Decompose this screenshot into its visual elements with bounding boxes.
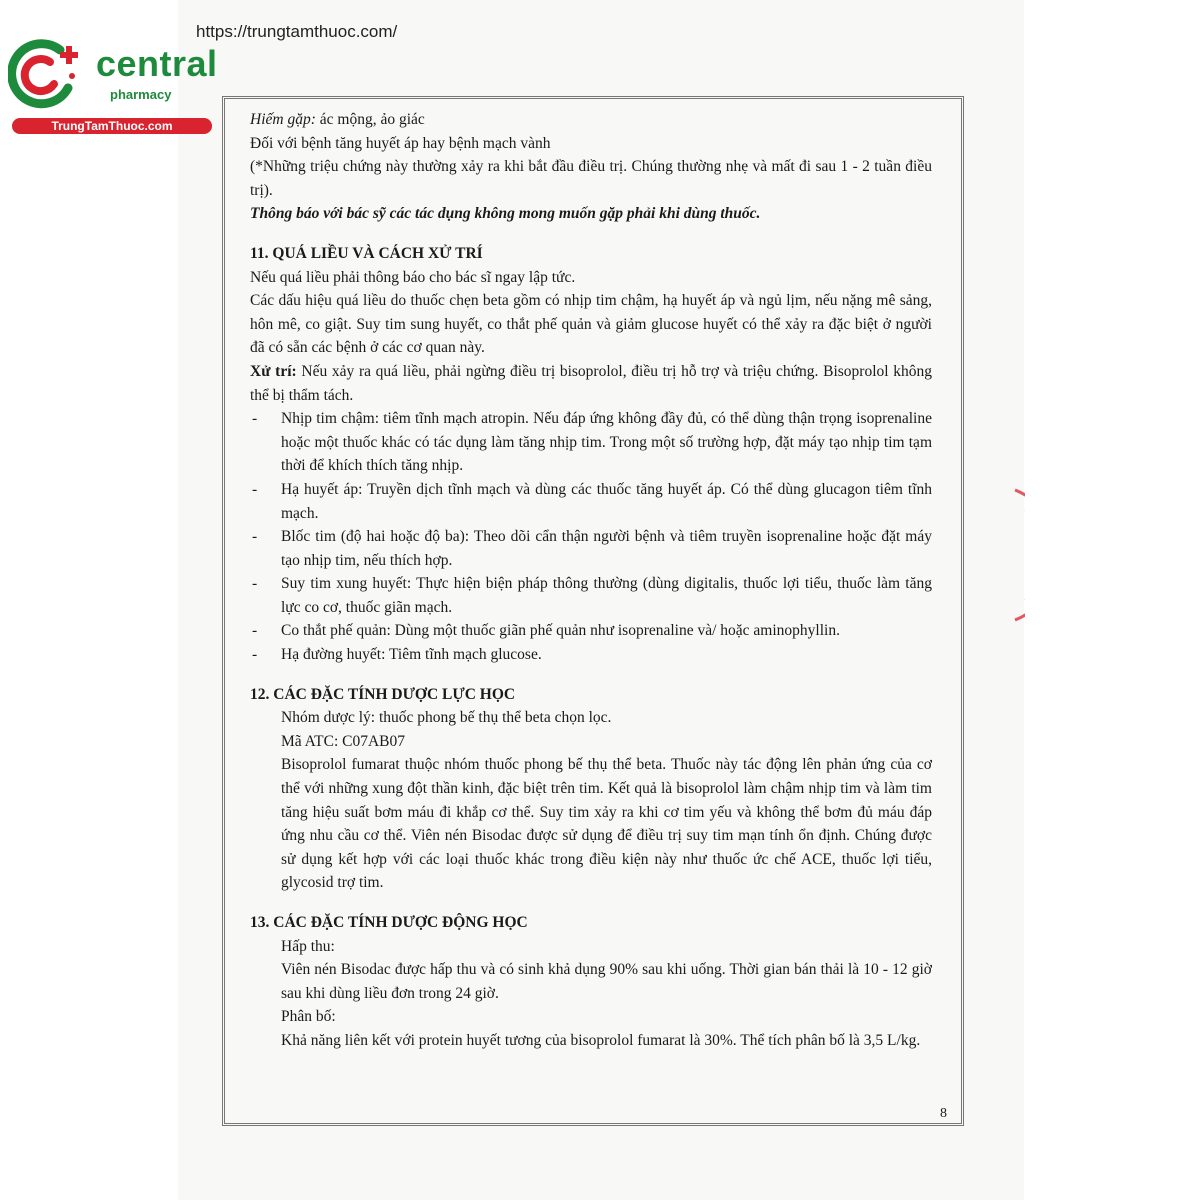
symptoms-note: (*Những triệu chứng này thường xảy ra khi bắt đầu điều trị. Chúng thường nhẹ và mất đi sau 1 - 2 tuần điều trị). [250, 158, 932, 199]
overdose-notify: Nếu quá liều phải thông báo cho bác sĩ ngay lập tức. [250, 268, 576, 286]
pharmacologic-group: Nhóm dược lý: thuốc phong bế thụ thể beta chọn lọc. [281, 709, 612, 727]
treatment-paragraph [250, 360, 932, 407]
source-url[interactable]: https://trungtamthuoc.com/ [196, 22, 398, 41]
section-13-title: 13. CÁC ĐẶC TÍNH DƯỢC ĐỘNG HỌC [250, 914, 528, 931]
doctor-notice: Thông báo với bác sỹ các tác dụng không mong muốn gặp phải khi dùng thuốc. [250, 205, 761, 223]
absorption-text: Viên nén Bisodac được hấp thu và có sinh khả dụng 90% sau khi uống. Thời gian bán thải là 10 - 12 giờ sau khi dùng liều đơn trong 24 giờ. [281, 961, 932, 1002]
overdose-signs: Các dấu hiệu quá liều do thuốc chẹn beta gồm có nhịp tim chậm, hạ huyết áp và ngủ lịm, nếu nặng mê sảng, hôn mê, co giật. Suy tim sung huyết, co thắt phế quản và giảm glucose huyết có thể xảy ra đặc biệt ở người đã có sẵn các bệnh ở các cơ quan này. [250, 292, 932, 357]
treatment-label: Xử trí: [250, 362, 297, 380]
document-body [250, 108, 932, 1053]
list-item: - Blốc tim (độ hai hoặc độ ba): Theo dõi cẩn thận người bệnh và tiêm truyền isoprenaline hoặc đặt máy tạo nhịp tim, nếu thích hợp. [250, 525, 932, 572]
logo-wordmark: central [96, 43, 218, 84]
distribution-heading: Phân bố: [281, 1008, 336, 1026]
list-item: - Hạ đường huyết: Tiêm tĩnh mạch glucose. [250, 643, 932, 667]
list-item: - Hạ huyết áp: Truyền dịch tĩnh mạch và dùng các thuốc tăng huyết áp. Có thể dùng glucagon tiêm tĩnh mạch. [250, 478, 932, 525]
logo-subtitle: pharmacy [110, 87, 172, 102]
section-11-title: 11. QUÁ LIỀU VÀ CÁCH XỬ TRÍ [250, 244, 483, 262]
distribution-text: Khả năng liên kết với protein huyết tương của bisoprolol fumarat là 30%. Thể tích phân bố là 3,5 L/kg. [281, 1031, 921, 1049]
list-item: - Co thắt phế quản: Dùng một thuốc giãn phế quản như isoprenaline và/ hoặc aminophyllin. [250, 619, 932, 643]
pharmacodynamics-body: Bisoprolol fumarat thuộc nhóm thuốc phong bế thụ thể beta. Thuốc này tác động lên phản ứng của cơ thể với những xung đột thần kinh, đặc biệt trên tim. Kết quả là bisoprolol làm chậm nhịp tim và làm tim tăng hiệu suất bơm máu đi khắp cơ thể. Suy tim xảy ra khi cơ tim yếu và không thể bơm đủ máu đáp ứng nhu cầu cơ thể. Viên nén Bisodac được sử dụng để điều trị suy tim mạn tính ổn định. Chúng được sử dụng kết hợp với các loại thuốc khác trong điều kiện này như thuốc ức chế ACE, thuốc lợi tiểu, glycosid trợ tim. [281, 756, 932, 892]
list-item: - Nhịp tim chậm: tiêm tĩnh mạch atropin. Nếu đáp ứng không đầy đủ, có thể dùng thận trọng isoprenaline hoặc một thuốc khác có tác dụng làm tăng nhịp tim. Trong một số trường hợp, đặt máy tạo nhịp tim tạm thời để khích thích tăng nhịp. [250, 407, 932, 478]
brand-logo[interactable] [8, 36, 218, 136]
rare-label: Hiếm gặp: [250, 111, 316, 128]
section-12-title: 12. CÁC ĐẶC TÍNH DƯỢC LỰC HỌC [250, 685, 516, 703]
treatment-text: Nếu xảy ra quá liều, phải ngừng điều trị bisoprolol, điều trị hỗ trợ và triệu chứng. Bisoprolol không thể bị thẩm tách. [250, 362, 932, 404]
logo-tagline: TrungTamThuoc.com [12, 118, 212, 134]
rare-text: ác mộng, ảo giác [315, 111, 425, 128]
hypertension-line: Đối với bệnh tăng huyết áp hay bệnh mạch vành [250, 134, 551, 152]
list-item: - Suy tim xung huyết: Thực hiện biện pháp thông thường (dùng digitalis, thuốc lợi tiểu, thuốc làm tăng lực co cơ, thuốc giãn mạch. [250, 572, 932, 619]
pharmacy-logo-icon [8, 36, 92, 116]
rare-effects-line [250, 108, 932, 132]
treatment-list [250, 407, 932, 667]
atc-code: Mã ATC: C07AB07 [281, 732, 406, 750]
absorption-heading: Hấp thu: [281, 937, 335, 955]
stamp-seal [985, 485, 1025, 625]
page-number: 8 [940, 1106, 947, 1121]
